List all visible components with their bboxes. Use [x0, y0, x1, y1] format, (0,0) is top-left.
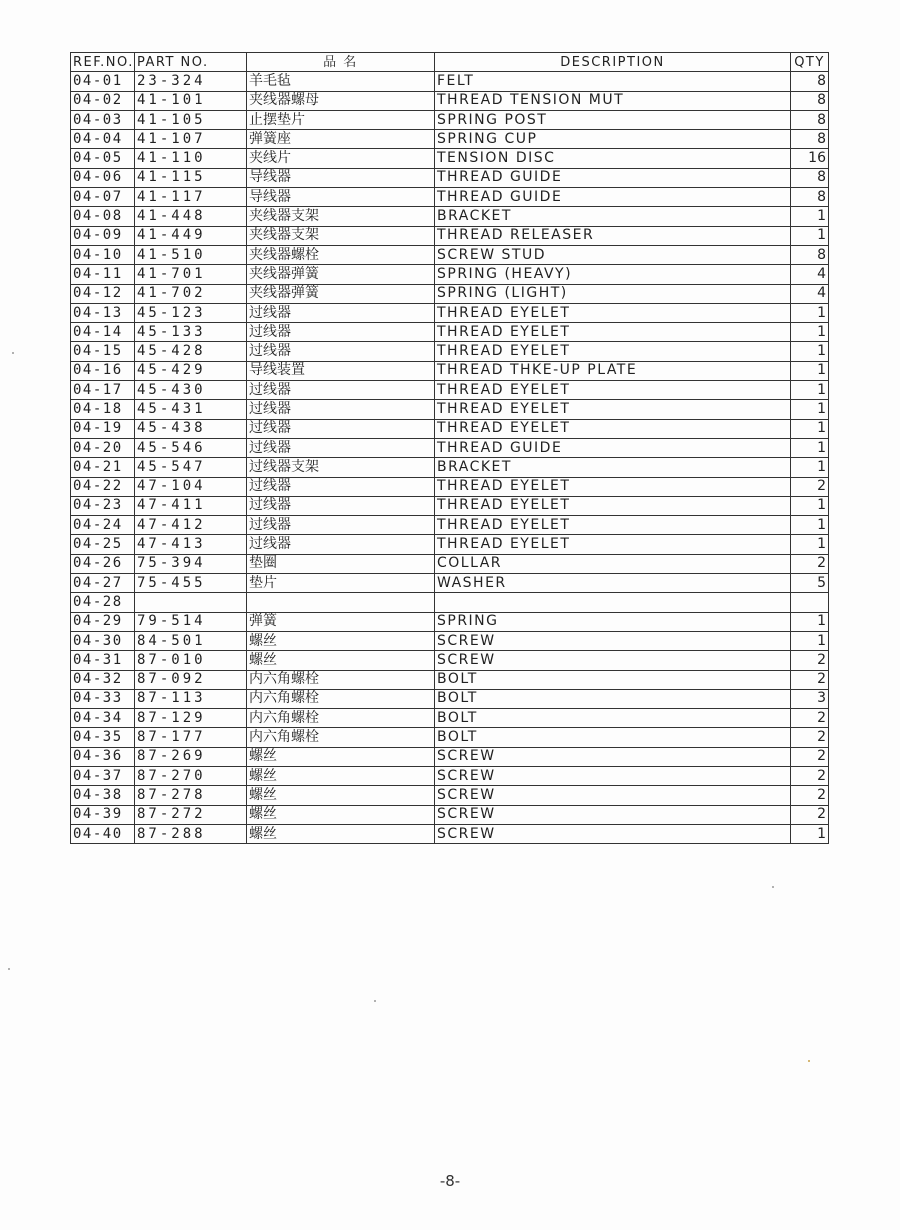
part-no-cell: 47-411 [135, 496, 247, 515]
name-cn-cell: 内六角螺栓 [247, 709, 435, 728]
qty-cell: 1 [791, 207, 829, 226]
name-cn-cell: 过线器 [247, 516, 435, 535]
name-cn-cell: 螺丝 [247, 786, 435, 805]
part-no-cell: 41-701 [135, 265, 247, 284]
ref-no-cell: 04-01 [71, 72, 135, 91]
ref-no-cell: 04-20 [71, 438, 135, 457]
name-cn-cell: 导线装置 [247, 361, 435, 380]
description-cell: BRACKET [435, 207, 791, 226]
part-no-cell: 87-272 [135, 805, 247, 824]
table-row [71, 168, 829, 187]
ref-no-cell: 04-03 [71, 110, 135, 129]
qty-cell: 16 [791, 149, 829, 168]
description-cell: FELT [435, 72, 791, 91]
qty-cell: 1 [791, 535, 829, 554]
ref-no-cell: 04-09 [71, 226, 135, 245]
table-row [71, 438, 829, 457]
qty-cell: 1 [791, 361, 829, 380]
description-cell [435, 593, 791, 612]
qty-cell: 1 [791, 419, 829, 438]
name-cn-cell: 夹线器支架 [247, 226, 435, 245]
part-no-cell: 75-455 [135, 574, 247, 593]
qty-cell: 2 [791, 747, 829, 766]
ref-no-cell: 04-10 [71, 245, 135, 264]
scan-speck [8, 968, 10, 970]
table-row [71, 496, 829, 515]
description-cell: SCREW [435, 786, 791, 805]
part-no-cell: 79-514 [135, 612, 247, 631]
part-no-cell: 47-413 [135, 535, 247, 554]
ref-no-cell: 04-08 [71, 207, 135, 226]
table-row [71, 651, 829, 670]
header-qty: QTY [791, 53, 829, 72]
table-row [71, 535, 829, 554]
table-row [71, 709, 829, 728]
part-no-cell: 45-428 [135, 342, 247, 361]
part-no-cell: 23-324 [135, 72, 247, 91]
ref-no-cell: 04-22 [71, 477, 135, 496]
name-cn-cell [247, 593, 435, 612]
description-cell: THREAD RELEASER [435, 226, 791, 245]
part-no-cell: 41-702 [135, 284, 247, 303]
description-cell: WASHER [435, 574, 791, 593]
part-no-cell: 45-133 [135, 323, 247, 342]
description-cell: SCREW [435, 805, 791, 824]
part-no-cell [135, 593, 247, 612]
qty-cell: 2 [791, 786, 829, 805]
table-row [71, 477, 829, 496]
name-cn-cell: 内六角螺栓 [247, 670, 435, 689]
description-cell: THREAD EYELET [435, 400, 791, 419]
part-no-cell: 87-288 [135, 824, 247, 843]
qty-cell: 2 [791, 709, 829, 728]
ref-no-cell: 04-18 [71, 400, 135, 419]
name-cn-cell: 弹簧座 [247, 130, 435, 149]
table-row [71, 110, 829, 129]
ref-no-cell: 04-34 [71, 709, 135, 728]
table-row [71, 631, 829, 650]
description-cell: SCREW STUD [435, 245, 791, 264]
part-no-cell: 45-546 [135, 438, 247, 457]
name-cn-cell: 夹线器支架 [247, 207, 435, 226]
part-no-cell: 41-449 [135, 226, 247, 245]
description-cell: THREAD GUIDE [435, 168, 791, 187]
table-row [71, 226, 829, 245]
qty-cell: 5 [791, 574, 829, 593]
ref-no-cell: 04-12 [71, 284, 135, 303]
table-row [71, 747, 829, 766]
part-no-cell: 45-429 [135, 361, 247, 380]
ref-no-cell: 04-33 [71, 689, 135, 708]
ref-no-cell: 04-02 [71, 91, 135, 110]
description-cell: THREAD EYELET [435, 516, 791, 535]
table-row [71, 593, 829, 612]
description-cell: SPRING (HEAVY) [435, 265, 791, 284]
name-cn-cell: 夹线器螺母 [247, 91, 435, 110]
scan-speck [12, 352, 14, 354]
part-no-cell: 45-547 [135, 458, 247, 477]
table-row [71, 824, 829, 843]
table-row [71, 805, 829, 824]
ref-no-cell: 04-04 [71, 130, 135, 149]
part-no-cell: 47-104 [135, 477, 247, 496]
name-cn-cell: 导线器 [247, 168, 435, 187]
name-cn-cell: 过线器 [247, 496, 435, 515]
qty-cell: 4 [791, 284, 829, 303]
name-cn-cell: 垫圈 [247, 554, 435, 573]
name-cn-cell: 螺丝 [247, 766, 435, 785]
description-cell: THREAD EYELET [435, 496, 791, 515]
table-row [71, 766, 829, 785]
table-row [71, 516, 829, 535]
name-cn-cell: 过线器 [247, 438, 435, 457]
table-row [71, 381, 829, 400]
name-cn-cell: 螺丝 [247, 631, 435, 650]
description-cell: COLLAR [435, 554, 791, 573]
table-row [71, 419, 829, 438]
description-cell: SPRING (LIGHT) [435, 284, 791, 303]
qty-cell: 2 [791, 477, 829, 496]
description-cell: THREAD TENSION MUT [435, 91, 791, 110]
ref-no-cell: 04-25 [71, 535, 135, 554]
part-no-cell: 41-110 [135, 149, 247, 168]
header-ref-no: REF.NO. [71, 53, 135, 72]
table-row [71, 149, 829, 168]
ref-no-cell: 04-40 [71, 824, 135, 843]
description-cell: THREAD EYELET [435, 535, 791, 554]
part-no-cell: 87-113 [135, 689, 247, 708]
ref-no-cell: 04-11 [71, 265, 135, 284]
page-number: -8- [439, 1172, 461, 1190]
table-row [71, 207, 829, 226]
name-cn-cell: 过线器 [247, 419, 435, 438]
part-no-cell: 41-117 [135, 188, 247, 207]
table-row [71, 361, 829, 380]
table-row [71, 554, 829, 573]
name-cn-cell: 螺丝 [247, 651, 435, 670]
table-row [71, 458, 829, 477]
ref-no-cell: 04-05 [71, 149, 135, 168]
description-cell: THREAD GUIDE [435, 188, 791, 207]
table-row [71, 728, 829, 747]
ref-no-cell: 04-27 [71, 574, 135, 593]
description-cell: THREAD EYELET [435, 419, 791, 438]
name-cn-cell: 过线器 [247, 323, 435, 342]
name-cn-cell: 羊毛毡 [247, 72, 435, 91]
table-row [71, 303, 829, 322]
scan-speck [772, 886, 774, 888]
part-no-cell: 45-438 [135, 419, 247, 438]
parts-list-sheet [70, 52, 828, 844]
ref-no-cell: 04-37 [71, 766, 135, 785]
qty-cell: 8 [791, 188, 829, 207]
table-row [71, 342, 829, 361]
table-row [71, 786, 829, 805]
ref-no-cell: 04-35 [71, 728, 135, 747]
description-cell: SCREW [435, 766, 791, 785]
qty-cell: 1 [791, 631, 829, 650]
description-cell: SPRING [435, 612, 791, 631]
qty-cell: 8 [791, 245, 829, 264]
header-name-cn: 品 名 [247, 53, 435, 72]
ref-no-cell: 04-24 [71, 516, 135, 535]
description-cell: SPRING POST [435, 110, 791, 129]
parts-table [70, 52, 829, 844]
qty-cell: 1 [791, 342, 829, 361]
part-no-cell: 41-105 [135, 110, 247, 129]
ref-no-cell: 04-36 [71, 747, 135, 766]
part-no-cell: 84-501 [135, 631, 247, 650]
qty-cell: 1 [791, 438, 829, 457]
header-description: DESCRIPTION [435, 53, 791, 72]
header-part-no: PART NO. [135, 53, 247, 72]
qty-cell: 1 [791, 381, 829, 400]
part-no-cell: 87-129 [135, 709, 247, 728]
description-cell: SCREW [435, 631, 791, 650]
description-cell: THREAD EYELET [435, 342, 791, 361]
table-row [71, 670, 829, 689]
part-no-cell: 87-278 [135, 786, 247, 805]
name-cn-cell: 螺丝 [247, 805, 435, 824]
description-cell: SCREW [435, 824, 791, 843]
part-no-cell: 87-092 [135, 670, 247, 689]
name-cn-cell: 过线器 [247, 400, 435, 419]
qty-cell: 1 [791, 496, 829, 515]
table-row [71, 284, 829, 303]
name-cn-cell: 螺丝 [247, 747, 435, 766]
part-no-cell: 45-431 [135, 400, 247, 419]
qty-cell: 1 [791, 612, 829, 631]
description-cell: THREAD THKE-UP PLATE [435, 361, 791, 380]
qty-cell: 8 [791, 130, 829, 149]
qty-cell: 1 [791, 400, 829, 419]
ref-no-cell: 04-28 [71, 593, 135, 612]
ref-no-cell: 04-32 [71, 670, 135, 689]
ref-no-cell: 04-13 [71, 303, 135, 322]
part-no-cell: 41-107 [135, 130, 247, 149]
description-cell: THREAD EYELET [435, 323, 791, 342]
part-no-cell: 87-269 [135, 747, 247, 766]
table-row [71, 612, 829, 631]
ref-no-cell: 04-17 [71, 381, 135, 400]
name-cn-cell: 夹线器螺栓 [247, 245, 435, 264]
name-cn-cell: 过线器 [247, 535, 435, 554]
ref-no-cell: 04-39 [71, 805, 135, 824]
qty-cell: 2 [791, 554, 829, 573]
table-row [71, 689, 829, 708]
table-header-row [71, 53, 829, 72]
description-cell: TENSION DISC [435, 149, 791, 168]
ref-no-cell: 04-19 [71, 419, 135, 438]
description-cell: BRACKET [435, 458, 791, 477]
name-cn-cell: 弹簧 [247, 612, 435, 631]
part-no-cell: 41-448 [135, 207, 247, 226]
description-cell: THREAD EYELET [435, 477, 791, 496]
part-no-cell: 47-412 [135, 516, 247, 535]
qty-cell: 1 [791, 226, 829, 245]
ref-no-cell: 04-29 [71, 612, 135, 631]
name-cn-cell: 过线器 [247, 381, 435, 400]
qty-cell: 8 [791, 72, 829, 91]
description-cell: SPRING CUP [435, 130, 791, 149]
name-cn-cell: 止摆垫片 [247, 110, 435, 129]
table-row [71, 130, 829, 149]
description-cell: THREAD GUIDE [435, 438, 791, 457]
qty-cell: 1 [791, 516, 829, 535]
ref-no-cell: 04-15 [71, 342, 135, 361]
qty-cell: 1 [791, 303, 829, 322]
table-row [71, 400, 829, 419]
qty-cell: 1 [791, 323, 829, 342]
table-row [71, 245, 829, 264]
name-cn-cell: 过线器 [247, 303, 435, 322]
ref-no-cell: 04-26 [71, 554, 135, 573]
qty-cell: 8 [791, 110, 829, 129]
ref-no-cell: 04-30 [71, 631, 135, 650]
ref-no-cell: 04-06 [71, 168, 135, 187]
part-no-cell: 87-177 [135, 728, 247, 747]
description-cell: BOLT [435, 689, 791, 708]
qty-cell: 2 [791, 766, 829, 785]
qty-cell: 2 [791, 805, 829, 824]
name-cn-cell: 过线器 [247, 477, 435, 496]
name-cn-cell: 夹线器弹簧 [247, 265, 435, 284]
ref-no-cell: 04-14 [71, 323, 135, 342]
part-no-cell: 41-510 [135, 245, 247, 264]
qty-cell: 3 [791, 689, 829, 708]
description-cell: BOLT [435, 728, 791, 747]
description-cell: BOLT [435, 709, 791, 728]
qty-cell: 1 [791, 458, 829, 477]
description-cell: BOLT [435, 670, 791, 689]
description-cell: SCREW [435, 651, 791, 670]
name-cn-cell: 螺丝 [247, 824, 435, 843]
name-cn-cell: 导线器 [247, 188, 435, 207]
qty-cell: 2 [791, 651, 829, 670]
table-row [71, 72, 829, 91]
table-row [71, 188, 829, 207]
scan-speck [374, 1000, 376, 1002]
name-cn-cell: 夹线片 [247, 149, 435, 168]
table-row [71, 574, 829, 593]
name-cn-cell: 内六角螺栓 [247, 689, 435, 708]
qty-cell [791, 593, 829, 612]
name-cn-cell: 垫片 [247, 574, 435, 593]
table-row [71, 323, 829, 342]
ref-no-cell: 04-07 [71, 188, 135, 207]
parts-table-body [71, 72, 829, 844]
description-cell: THREAD EYELET [435, 381, 791, 400]
qty-cell: 8 [791, 168, 829, 187]
table-row [71, 91, 829, 110]
description-cell: THREAD EYELET [435, 303, 791, 322]
name-cn-cell: 内六角螺栓 [247, 728, 435, 747]
part-no-cell: 75-394 [135, 554, 247, 573]
part-no-cell: 87-010 [135, 651, 247, 670]
part-no-cell: 87-270 [135, 766, 247, 785]
ref-no-cell: 04-23 [71, 496, 135, 515]
qty-cell: 2 [791, 670, 829, 689]
part-no-cell: 45-430 [135, 381, 247, 400]
name-cn-cell: 夹线器弹簧 [247, 284, 435, 303]
scan-speck [808, 1060, 810, 1062]
part-no-cell: 41-115 [135, 168, 247, 187]
description-cell: SCREW [435, 747, 791, 766]
part-no-cell: 41-101 [135, 91, 247, 110]
ref-no-cell: 04-38 [71, 786, 135, 805]
qty-cell: 1 [791, 824, 829, 843]
qty-cell: 2 [791, 728, 829, 747]
qty-cell: 4 [791, 265, 829, 284]
qty-cell: 8 [791, 91, 829, 110]
ref-no-cell: 04-31 [71, 651, 135, 670]
part-no-cell: 45-123 [135, 303, 247, 322]
table-row [71, 265, 829, 284]
ref-no-cell: 04-21 [71, 458, 135, 477]
ref-no-cell: 04-16 [71, 361, 135, 380]
name-cn-cell: 过线器支架 [247, 458, 435, 477]
name-cn-cell: 过线器 [247, 342, 435, 361]
